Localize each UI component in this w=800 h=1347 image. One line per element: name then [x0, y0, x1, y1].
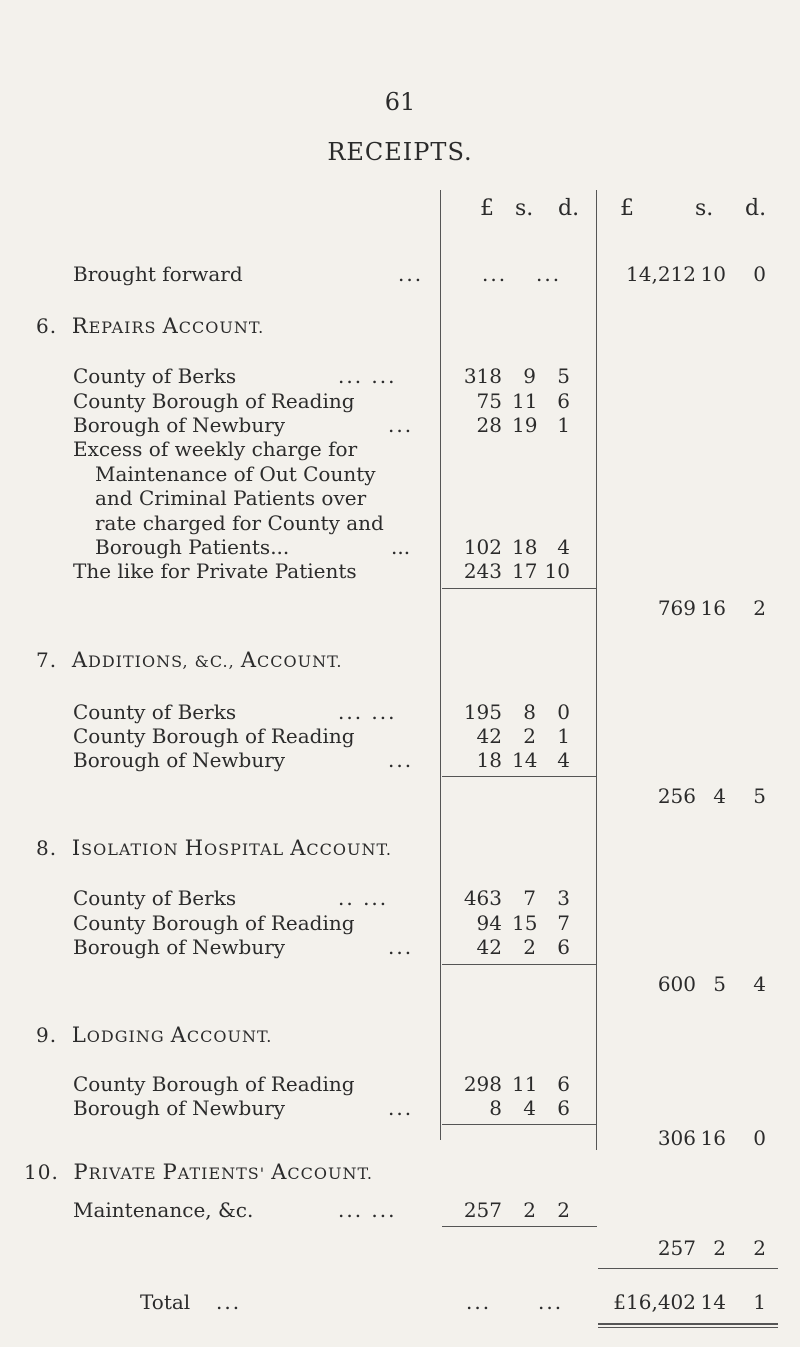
brought-forward-pounds: 14,212 [626, 262, 696, 286]
grand-total-label: Total [140, 1290, 191, 1314]
row-label-line: Maintenance of Out County [95, 461, 376, 486]
amount-pence: 1 [557, 724, 570, 748]
leader-dots: ... ... [338, 700, 397, 724]
amount-pence: 3 [557, 886, 570, 910]
table-row [73, 1072, 355, 1096]
brought-forward-label: Brought forward [73, 262, 243, 286]
inner-pence-header: d. [558, 196, 580, 221]
leader-dots: .. ... [338, 886, 389, 910]
row-label: Borough of Newbury [73, 935, 286, 959]
row-label: County of Berks [73, 364, 237, 388]
section-total-shillings: 4 [713, 784, 726, 808]
outer-pence-header: d. [745, 196, 767, 221]
section-total-pounds: 257 [657, 1236, 696, 1260]
amount-shillings: 15 [512, 911, 538, 935]
table-row [73, 700, 397, 724]
amount-pence: 0 [557, 700, 570, 724]
row-label: Borough of Newbury [73, 748, 286, 772]
outer-column-rule [596, 190, 597, 1150]
leader-dots: ... [388, 748, 414, 772]
amount-pence: 10 [544, 559, 570, 583]
grand-total-double-rule [598, 1323, 778, 1325]
section-total-pounds: 769 [657, 596, 696, 620]
section-heading: 8. ISOLATION HOSPITAL ACCOUNT. [36, 836, 392, 860]
amount-pence: 2 [557, 1198, 570, 1222]
section-total-shillings: 5 [713, 972, 726, 996]
amount-pence: 5 [557, 364, 570, 388]
grand-total-pence: 1 [753, 1290, 766, 1314]
page-number: 61 [384, 88, 416, 116]
row-label: County Borough of Reading [73, 911, 355, 935]
amount-pounds: 8 [489, 1096, 502, 1120]
table-row [73, 886, 389, 910]
table-row [73, 389, 355, 413]
amount-pounds: 318 [463, 364, 502, 388]
leader-dots: ... [388, 1096, 414, 1120]
amount-shillings: 18 [512, 535, 538, 559]
section-heading: 10. PRIVATE PATIENTS' ACCOUNT. [24, 1160, 373, 1184]
amount-shillings: 14 [512, 748, 538, 772]
table-row [73, 748, 414, 772]
outer-pounds-header: £ [620, 196, 634, 221]
amount-pounds: 298 [463, 1072, 502, 1096]
section-total-pence: 2 [753, 596, 766, 620]
section-total-pounds: 256 [657, 784, 696, 808]
amount-pounds: 42 [476, 724, 502, 748]
amount-pounds: 75 [476, 389, 502, 413]
amount-shillings: 2 [523, 1198, 536, 1222]
amount-shillings: 8 [523, 700, 536, 724]
amount-pounds: 257 [463, 1198, 502, 1222]
leader-dots: ... [216, 1290, 242, 1314]
inner-pounds-header: £ [480, 196, 494, 221]
row-label: County Borough of Reading [73, 1072, 355, 1096]
row-label-line: Borough Patients... ... [95, 535, 411, 559]
leader-dots: ... [388, 935, 414, 959]
section-total-shillings: 16 [700, 1126, 726, 1150]
amount-shillings: 2 [523, 935, 536, 959]
table-row [73, 559, 357, 583]
inner-column-rule [440, 190, 441, 1140]
row-label-line: Excess of weekly charge for [73, 437, 358, 461]
leader-dots: ... [466, 1290, 492, 1314]
brought-forward-shillings: 10 [700, 262, 726, 286]
excess-charge-row [73, 437, 411, 560]
subtotal-rule [442, 776, 597, 777]
leader-dots: ... [398, 262, 424, 286]
table-row [73, 1096, 414, 1120]
subtotal-rule [442, 964, 597, 965]
amount-pence: 6 [557, 1096, 570, 1120]
amount-pence: 4 [557, 748, 570, 772]
row-label: The like for Private Patients [73, 559, 357, 583]
leader-dots: ... [538, 1290, 564, 1314]
row-label: Maintenance, &c. [73, 1198, 254, 1222]
section-heading: 6. REPAIRS ACCOUNT. [36, 314, 265, 338]
amount-shillings: 7 [523, 886, 536, 910]
outer-shillings-header: s. [695, 196, 714, 221]
leader-dots: ... [536, 262, 562, 286]
grand-total-shillings: 14 [700, 1290, 726, 1314]
amount-pounds: 94 [476, 911, 502, 935]
amount-pounds: 243 [463, 559, 502, 583]
amount-pounds: 195 [463, 700, 502, 724]
amount-pence: 7 [557, 911, 570, 935]
section-total-pounds: 306 [657, 1126, 696, 1150]
subtotal-rule [442, 1124, 597, 1125]
section-total-pounds: 600 [657, 972, 696, 996]
table-row [73, 1198, 397, 1222]
section-total-pence: 0 [753, 1126, 766, 1150]
amount-shillings: 19 [512, 413, 538, 437]
page-title: RECEIPTS. [327, 138, 473, 166]
table-row [73, 935, 414, 959]
amount-shillings: 11 [512, 1072, 538, 1096]
table-row [73, 364, 397, 388]
grand-total-rule [598, 1268, 778, 1269]
table-row [73, 724, 355, 748]
amount-shillings: 2 [523, 724, 536, 748]
section-total-pence: 4 [753, 972, 766, 996]
amount-shillings: 9 [523, 364, 536, 388]
amount-shillings: 11 [512, 389, 538, 413]
section-total-pence: 2 [753, 1236, 766, 1260]
section-total-shillings: 16 [700, 596, 726, 620]
row-label-line: and Criminal Patients over [95, 486, 367, 510]
table-row [73, 911, 355, 935]
row-label: County Borough of Reading [73, 389, 355, 413]
row-label: County Borough of Reading [73, 724, 355, 748]
brought-forward-pence: 0 [753, 262, 766, 286]
section-total-shillings: 2 [713, 1236, 726, 1260]
section-total-pence: 5 [753, 784, 766, 808]
amount-pounds: 42 [476, 935, 502, 959]
amount-pence: 6 [557, 389, 570, 413]
table-row [73, 413, 414, 437]
amount-pounds: 18 [476, 748, 502, 772]
leader-dots: ... [388, 413, 414, 437]
amount-pence: 4 [557, 535, 570, 559]
section-heading: 7. ADDITIONS, &C., ACCOUNT. [36, 648, 343, 672]
subtotal-rule [442, 588, 597, 589]
grand-total-pounds: £16,402 [613, 1290, 696, 1314]
amount-shillings: 17 [512, 559, 538, 583]
row-label: County of Berks [73, 700, 237, 724]
leader-dots: ... ... [338, 364, 397, 388]
amount-pence: 1 [557, 413, 570, 437]
amount-pence: 6 [557, 935, 570, 959]
subtotal-rule [442, 1226, 597, 1227]
leader-dots: ... ... [338, 1198, 397, 1222]
row-label: Borough of Newbury [73, 1096, 286, 1120]
row-label: Borough of Newbury [73, 413, 286, 437]
section-heading: 9. LODGING ACCOUNT. [36, 1023, 273, 1047]
inner-shillings-header: s. [515, 196, 534, 221]
amount-pounds: 463 [463, 886, 502, 910]
row-label: County of Berks [73, 886, 237, 910]
row-label-line: rate charged for County and [95, 510, 384, 535]
amount-pence: 6 [557, 1072, 570, 1096]
amount-shillings: 4 [523, 1096, 536, 1120]
grand-total-double-rule [598, 1327, 778, 1328]
leader-dots: ... [482, 262, 508, 286]
amount-pounds: 102 [463, 535, 502, 559]
amount-pounds: 28 [476, 413, 502, 437]
